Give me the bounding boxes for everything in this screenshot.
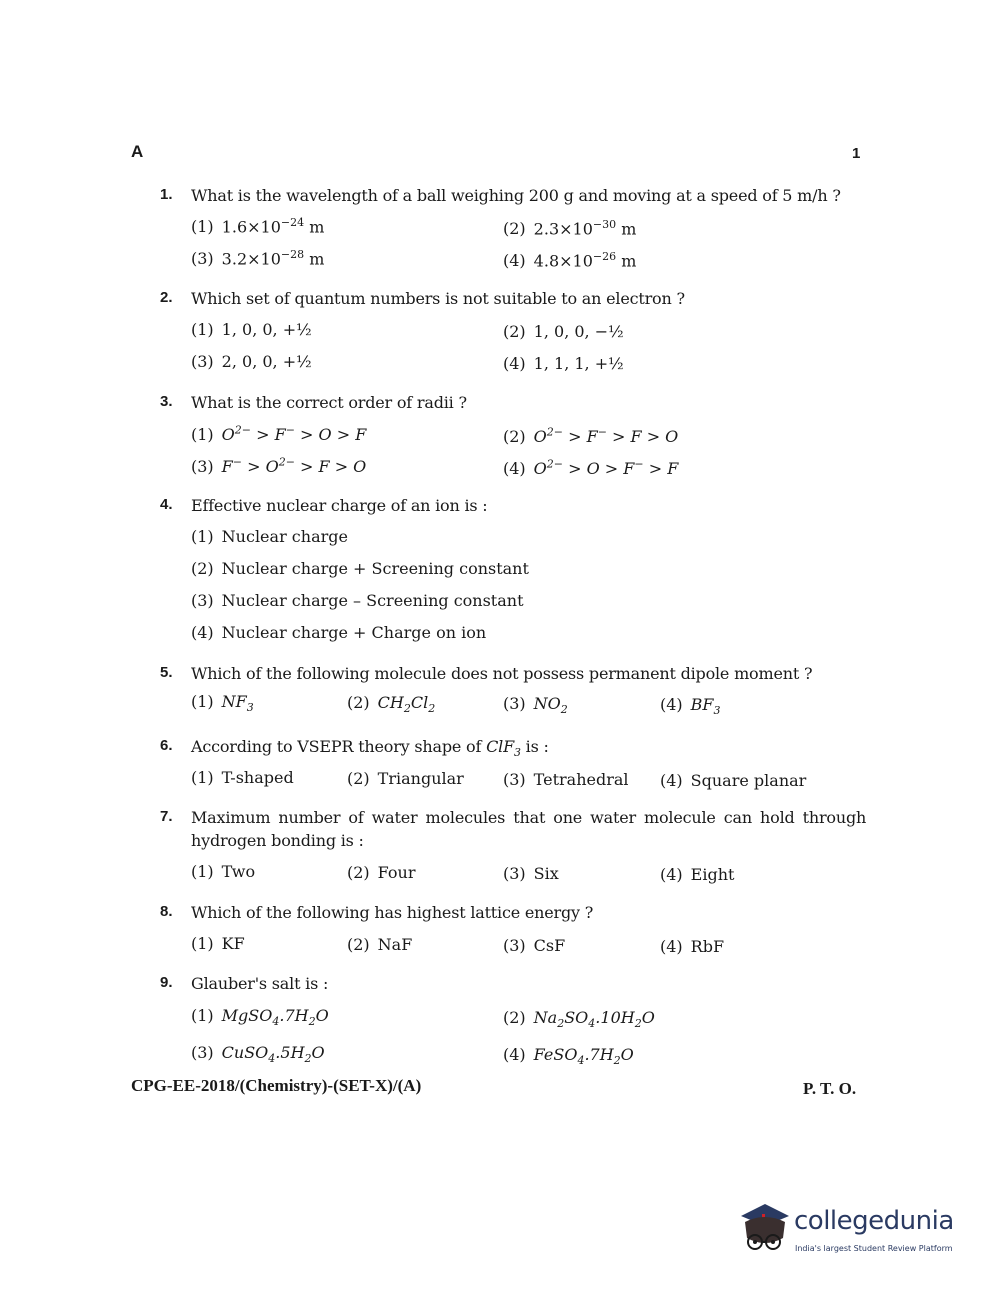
option-1: (1) Nuclear charge xyxy=(191,527,348,546)
option-4: (4) RbF xyxy=(660,937,725,956)
option-2: (2) NaF xyxy=(347,935,413,954)
option-1: (1) T-shaped xyxy=(191,768,294,787)
question-number: 4. xyxy=(160,496,173,513)
question-number: 6. xyxy=(160,737,173,754)
option-3: (3) $F^- > O^{2-} > F > O$ xyxy=(191,456,367,477)
question-text: Maximum number of water molecules that one water molecule can hold through xyxy=(191,808,867,827)
question-number: 1. xyxy=(160,186,173,203)
option-3: (3) Six xyxy=(503,864,559,883)
option-3: (3) Tetrahedral xyxy=(503,770,629,789)
option-1: (1) Two xyxy=(191,862,256,881)
option-4: (4) Square planar xyxy=(660,771,807,790)
option-4: (4) $FeSO_4.7H_2O$ xyxy=(503,1045,634,1068)
question-number: 5. xyxy=(160,664,173,681)
paper-code: CPG-EE-2018/(Chemistry)-(SET-X)/(A) xyxy=(131,1076,422,1095)
option-1: (1) KF xyxy=(191,934,245,953)
option-2: (2) Nuclear charge + Screening constant xyxy=(191,559,529,578)
question-text-continued: hydrogen bonding is : xyxy=(191,831,364,850)
option-2: (2) $Na_2SO_4.10H_2O$ xyxy=(503,1008,655,1031)
option-2: (2) Four xyxy=(347,863,416,882)
option-4: (4) 1, 1, 1, +½ xyxy=(503,354,624,373)
page-number: 1 xyxy=(852,145,861,162)
brand-name: collegedunia xyxy=(794,1206,954,1236)
option-2: (2) Triangular xyxy=(347,769,464,788)
student-mascot-icon xyxy=(735,1198,795,1262)
option-3: (3) Nuclear charge – Screening constant xyxy=(191,591,524,610)
option-1: (1) $1.6\times 10^{-24}$ m xyxy=(191,216,325,237)
option-2: (2) $CH_2Cl_2$ xyxy=(347,693,436,716)
option-3: (3) $CuSO_4.5H_2O$ xyxy=(191,1043,325,1066)
question-number: 3. xyxy=(160,393,173,410)
question-text: Which of the following molecule does not possess permanent dipole moment ? xyxy=(191,664,813,683)
option-4: (4) Eight xyxy=(660,865,735,884)
question-text: Which set of quantum numbers is not suitable to an electron ? xyxy=(191,289,685,308)
option-3: (3) CsF xyxy=(503,936,566,955)
set-letter: A xyxy=(131,142,144,161)
question-text: Glauber's salt is : xyxy=(191,974,329,993)
pto-label: P. T. O. xyxy=(803,1079,857,1098)
question-number: 9. xyxy=(160,974,173,991)
option-1: (1) $NF_3$ xyxy=(191,692,254,715)
option-2: (2) $2.3\times 10^{-30}$ m xyxy=(503,218,637,239)
option-1: (1) $O^{2-} > F^- > O > F$ xyxy=(191,424,367,445)
option-1: (1) 1, 0, 0, +½ xyxy=(191,320,312,339)
option-2: (2) $O^{2-} > F^- > F > O$ xyxy=(503,426,679,447)
option-3: (3) 2, 0, 0, +½ xyxy=(191,352,312,371)
option-3: (3) $NO_2$ xyxy=(503,694,568,717)
option-4: (4) $BF_3$ xyxy=(660,695,721,718)
question-number: 7. xyxy=(160,808,173,825)
question-text: According to VSEPR theory shape of ClF$_3$ is : xyxy=(191,737,549,760)
question-text: What is the correct order of radii ? xyxy=(191,393,467,412)
question-number: 2. xyxy=(160,289,173,306)
brand-tagline: India's largest Student Review Platform xyxy=(795,1244,953,1253)
option-3: (3) $3.2\times 10^{-28}$ m xyxy=(191,248,325,269)
question-text: What is the wavelength of a ball weighing 200 g and moving at a speed of 5 m/h ? xyxy=(191,186,841,205)
option-4: (4) $O^{2-} > O > F^- > F$ xyxy=(503,458,679,479)
option-4: (4) Nuclear charge + Charge on ion xyxy=(191,623,487,642)
question-text: Which of the following has highest lattice energy ? xyxy=(191,903,594,922)
option-2: (2) 1, 0, 0, −½ xyxy=(503,322,624,341)
question-number: 8. xyxy=(160,903,173,920)
question-text: Effective nuclear charge of an ion is : xyxy=(191,496,488,515)
option-1: (1) $MgSO_4.7H_2O$ xyxy=(191,1006,329,1029)
option-4: (4) $4.8\times 10^{-26}$ m xyxy=(503,250,637,271)
